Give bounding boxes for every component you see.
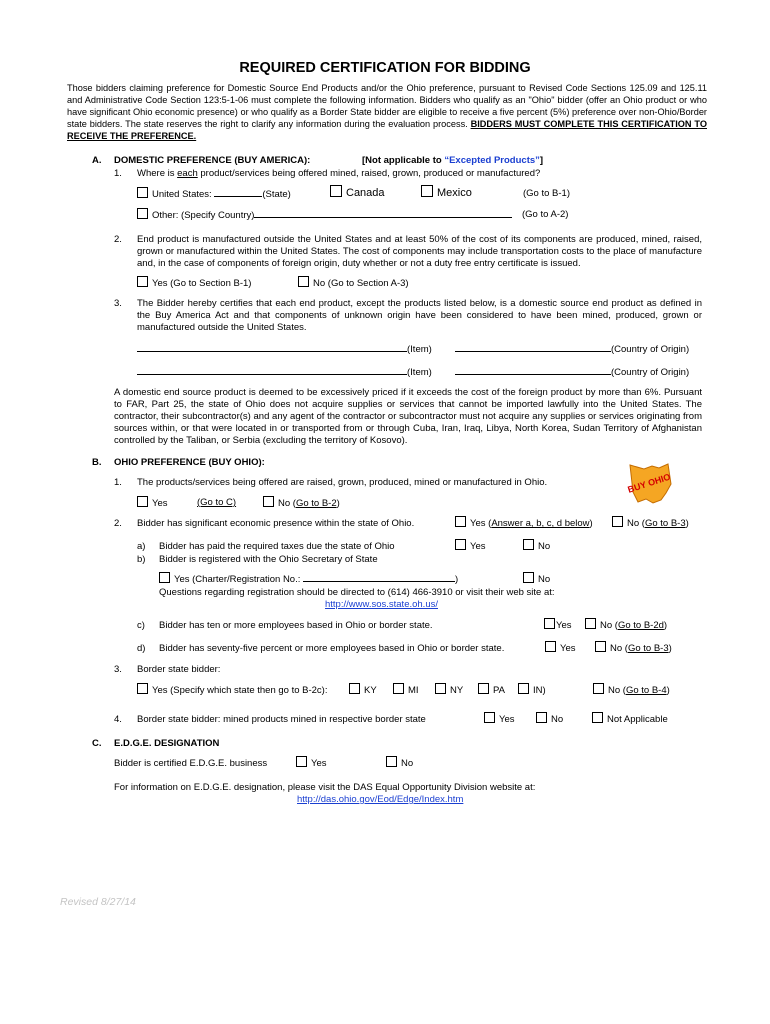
item-label-2: (Item) xyxy=(407,367,432,378)
section-c-letter: C. xyxy=(92,738,102,749)
registration-questions: Questions regarding registration should be directed to (614) 466-3910 or visit their web site at: xyxy=(159,587,555,598)
ny-option xyxy=(435,683,463,696)
ny-checkbox[interactable] xyxy=(435,683,446,694)
charter-checkbox[interactable] xyxy=(159,572,170,583)
us-label: United States: xyxy=(152,189,212,200)
b2a-text: Bidder has paid the required taxes due the state of Ohio xyxy=(159,541,395,552)
b2b-no-checkbox[interactable] xyxy=(523,572,534,583)
go-c: (Go to C) xyxy=(197,497,237,508)
a2-no-label: No (Go to Section A-3) xyxy=(313,278,409,289)
b3-number: 3. xyxy=(114,664,122,675)
note-open: [Not applicable to xyxy=(362,155,445,166)
b2b-no-label: No xyxy=(538,574,551,585)
b2c-no-checkbox[interactable] xyxy=(585,618,596,629)
b2-yes-pre: Yes ( xyxy=(470,518,492,529)
edge-no-option xyxy=(386,756,413,769)
mexico-option xyxy=(421,185,472,199)
a1-other-option xyxy=(137,208,512,221)
pa-label: PA xyxy=(493,685,505,696)
b1-text: The products/services being offered are raised, grown, produced, mined or manufactured in Ohio. xyxy=(137,477,548,488)
b4-no-option xyxy=(536,712,563,725)
b2d-no-pre: No ( xyxy=(610,643,628,654)
canada-checkbox[interactable] xyxy=(330,185,342,197)
ky-checkbox[interactable] xyxy=(349,683,360,694)
a1-us-option xyxy=(137,187,291,200)
b4-na-option xyxy=(592,712,668,725)
edge-yes-option xyxy=(296,756,327,769)
country-label-1: (Country of Origin) xyxy=(611,344,690,355)
b3-yes-label: Yes (Specify which state then go to B-2c): xyxy=(152,685,328,696)
ny-label: NY xyxy=(450,685,464,696)
canada-option xyxy=(330,185,385,199)
ky-option xyxy=(349,683,377,696)
b4-yes-label: Yes xyxy=(499,714,515,725)
b1-yes-label: Yes xyxy=(152,498,168,509)
b2a-yes-label: Yes xyxy=(470,541,486,552)
b4-yes-checkbox[interactable] xyxy=(484,712,495,723)
intro-paragraph xyxy=(67,82,707,142)
b1-yes-option xyxy=(137,496,168,509)
mi-checkbox[interactable] xyxy=(393,683,404,694)
buy-ohio-logo-graphic xyxy=(626,462,674,506)
sos-website-link[interactable]: http://www.sos.state.oh.us/ xyxy=(325,599,438,610)
b4-na-checkbox[interactable] xyxy=(592,712,603,723)
b2c-no-pre: No ( xyxy=(600,620,618,631)
country-line-1[interactable] xyxy=(455,351,611,352)
charter-label: Yes (Charter/Registration No.: xyxy=(174,574,301,585)
b2-yes-post: ) xyxy=(589,518,593,529)
b2a-no-checkbox[interactable] xyxy=(523,539,534,550)
other-label: Other: (Specify Country) xyxy=(152,210,255,221)
edge-website-link[interactable]: http://das.ohio.gov/Eod/Edge/Index.htm xyxy=(297,794,464,805)
b4-na-label: Not Applicable xyxy=(607,714,668,725)
section-a-heading: DOMESTIC PREFERENCE (BUY AMERICA): xyxy=(114,155,311,166)
b4-number: 4. xyxy=(114,714,122,725)
b2-number: 2. xyxy=(114,518,122,529)
b2c-yes-option xyxy=(544,618,572,631)
b1-no-checkbox[interactable] xyxy=(263,496,274,507)
b2c-no-post: ) xyxy=(663,620,668,631)
b2c-text: Bidder has ten or more employees based in Ohio or border state. xyxy=(159,620,433,631)
b3-no-post: ) xyxy=(666,685,670,696)
b3-no-pre: No ( xyxy=(608,685,626,696)
country-line-2[interactable] xyxy=(455,374,611,375)
b2b-text: Bidder is registered with the Ohio Secretary of State xyxy=(159,554,378,565)
b2-no-pre: No ( xyxy=(627,518,645,529)
intro-text: Those bidders claiming preference for Domestic Source End Products and/or the Ohio preference, pursuant to Revised Code Sections 125.09 and 125.11 and Administrative Code Section 123:5-1-06 must complete the following information. Bidders who qualify as an "Ohio" bidder (offer an Ohio product or who have significant Ohio economic presence) or who qualify as a Border State bidder are eligible to receive a five percent (5%) preference over non-Ohio/Border state bidders. The state reserves the right to clarify any information during the evaluation process. xyxy=(67,83,707,129)
a1-text-after: product/services being offered mined, raised, grown, produced or manufactured? xyxy=(197,168,541,179)
a2-number: 2. xyxy=(114,234,122,245)
in-label: IN) xyxy=(533,685,546,696)
mi-label: MI xyxy=(408,685,419,696)
state-label: (State) xyxy=(262,189,291,200)
b2d-yes-label: Yes xyxy=(560,643,576,654)
edge-no-checkbox[interactable] xyxy=(386,756,397,767)
mexico-checkbox[interactable] xyxy=(421,185,433,197)
edge-yes-label: Yes xyxy=(311,758,327,769)
a1-number: 1. xyxy=(114,168,122,179)
b2d-label: d) xyxy=(137,643,146,654)
edge-info: For information on E.D.G.E. designation, please visit the DAS Equal Opportunity Division website at: xyxy=(114,782,536,793)
b2c-yes-label: Yes xyxy=(556,620,572,631)
buy-ohio-logo-text: BUY OHIO xyxy=(626,471,672,495)
edge-no-label: No xyxy=(401,758,414,769)
b2d-text: Bidder has seventy-five percent or more employees based in Ohio or border state. xyxy=(159,643,505,654)
section-c-heading: E.D.G.E. DESIGNATION xyxy=(114,738,220,749)
charter-number-line[interactable] xyxy=(303,581,455,582)
b2-no-checkbox[interactable] xyxy=(612,516,623,527)
b2c-label: c) xyxy=(137,620,145,631)
buy-ohio-logo xyxy=(626,462,674,509)
a3-text: The Bidder hereby certifies that each end product, except the products listed below, is a domestic source end product as defined in the Buy America Act and that components of unknown origin have been considered to have been mined, produced, grown or manufactured outside the United States. xyxy=(137,298,702,333)
b1-no-option xyxy=(263,496,340,509)
b1-no-pre: No ( xyxy=(278,498,296,509)
note-close: ] xyxy=(539,155,544,166)
a2-yes-label: Yes (Go to Section B-1) xyxy=(152,278,252,289)
b2-no-go: Go to B-3 xyxy=(644,518,686,529)
edge-text: Bidder is certified E.D.G.E. business xyxy=(114,758,268,769)
pa-option xyxy=(478,683,505,696)
excess-price-paragraph: A domestic end source product is deemed to be excessively priced if it exceeds the cost of the foreign product by more than 6%. Pursuant to FAR, Part 25, the state of Ohio does not acquire supplies or services that cannot be imported lawfully into the United States. The contractor, their subcontractor(s) and any agent of the contractor or subcontractor must not acquire any supplies or services originating from sources within, or that were located in or transported from or through Cuba, Iran, Iraq, Libya, North Korea, Sudan Territory of Afghanistan controlled by the Taliban, or Serbia (excluding the territory of Kosovo). xyxy=(114,387,702,446)
country-row-1 xyxy=(455,344,689,355)
b2b-no-option xyxy=(523,572,550,585)
b3-no-go: Go to B-4 xyxy=(625,685,667,696)
b2a-no-label: No xyxy=(538,541,551,552)
country-label-2: (Country of Origin) xyxy=(611,367,690,378)
b2c-no-go: Go to B-2d xyxy=(617,620,664,631)
b2a-label: a) xyxy=(137,541,146,552)
mi-option xyxy=(393,683,419,696)
edge-yes-checkbox[interactable] xyxy=(296,756,307,767)
b2-no-post: ) xyxy=(685,518,689,529)
a2-text: End product is manufactured outside the United States and at least 50% of the cost of its components are produced, mined, raised, grown or manufactured within the United States. The cost of components may include transportation costs to the place of manufacture and, in the case of components of foreign origin, duty whether or not a duty free entry certificate is issued. xyxy=(137,234,702,269)
go-a2: (Go to A-2) xyxy=(522,209,569,220)
b1-yes-checkbox[interactable] xyxy=(137,496,148,507)
b4-yes-option xyxy=(484,712,515,725)
a2-yes-option xyxy=(137,276,251,289)
charter-close: ) xyxy=(455,574,459,585)
b2a-no-option xyxy=(523,539,550,552)
section-a-note xyxy=(362,155,543,166)
country-row-2 xyxy=(455,367,689,378)
a2-no-option xyxy=(298,276,409,289)
b2-yes-answer: Answer a, b, c, d below xyxy=(491,518,590,529)
section-a-letter: A. xyxy=(92,155,102,166)
b2d-yes-option xyxy=(545,641,576,654)
b2a-yes-checkbox[interactable] xyxy=(455,539,466,550)
ky-label: KY xyxy=(364,685,377,696)
item-line-1[interactable] xyxy=(137,351,407,352)
intro-bold-notice: BIDDERS MUST COMPLETE THIS CERTIFICATION TO RECEIVE THE PREFERENCE. xyxy=(67,119,707,141)
b2-yes-checkbox[interactable] xyxy=(455,516,466,527)
b3-no-option xyxy=(593,683,670,696)
b2d-no-option xyxy=(595,641,672,654)
revised-date: Revised 8/27/14 xyxy=(60,896,136,908)
us-checkbox[interactable] xyxy=(137,187,148,198)
b2-no-option xyxy=(612,516,689,529)
b2d-no-go: Go to B-3 xyxy=(627,643,669,654)
country-line[interactable] xyxy=(254,217,512,218)
a2-no-checkbox[interactable] xyxy=(298,276,309,287)
b4-no-label: No xyxy=(551,714,564,725)
b3-text: Border state bidder: xyxy=(137,664,221,675)
b2c-yes-checkbox[interactable] xyxy=(544,618,555,629)
mexico-label: Mexico xyxy=(437,187,472,199)
b2-text: Bidder has significant economic presence within the state of Ohio. xyxy=(137,518,415,529)
b3-yes-checkbox[interactable] xyxy=(137,683,148,694)
other-checkbox[interactable] xyxy=(137,208,148,219)
b2d-yes-checkbox[interactable] xyxy=(545,641,556,652)
b2d-no-post: ) xyxy=(668,643,672,654)
b1-number: 1. xyxy=(114,477,122,488)
b1-no-link: Go to B-2 xyxy=(295,498,337,509)
a2-yes-checkbox[interactable] xyxy=(137,276,148,287)
item-label-1: (Item) xyxy=(407,344,432,355)
b3-no-checkbox[interactable] xyxy=(593,683,604,694)
charter-option xyxy=(159,572,458,585)
a1-text-each: each xyxy=(177,168,198,179)
b2c-no-option xyxy=(585,618,667,631)
b1-no-post: ) xyxy=(336,498,340,509)
a1-question xyxy=(137,168,540,179)
in-checkbox[interactable] xyxy=(518,683,529,694)
state-line[interactable] xyxy=(214,196,262,197)
item-row-1 xyxy=(137,344,432,355)
item-row-2 xyxy=(137,367,432,378)
b4-text: Border state bidder: mined products mined in respective border state xyxy=(137,714,426,725)
excepted-products-label: “Excepted Products” xyxy=(444,155,540,166)
in-option xyxy=(518,683,546,696)
item-line-2[interactable] xyxy=(137,374,407,375)
page-title: REQUIRED CERTIFICATION FOR BIDDING xyxy=(239,60,531,76)
a1-text-before: Where is xyxy=(137,168,178,179)
b2b-label: b) xyxy=(137,554,146,565)
pa-checkbox[interactable] xyxy=(478,683,489,694)
b3-yes-option xyxy=(137,683,328,696)
canada-label: Canada xyxy=(346,187,385,199)
b4-no-checkbox[interactable] xyxy=(536,712,547,723)
b2d-no-checkbox[interactable] xyxy=(595,641,606,652)
b2a-yes-option xyxy=(455,539,486,552)
section-b-letter: B. xyxy=(92,457,102,468)
a3-number: 3. xyxy=(114,298,122,309)
section-b-heading: OHIO PREFERENCE (BUY OHIO): xyxy=(114,457,265,468)
b2-yes-option xyxy=(455,516,593,529)
go-b1: (Go to B-1) xyxy=(523,188,570,199)
